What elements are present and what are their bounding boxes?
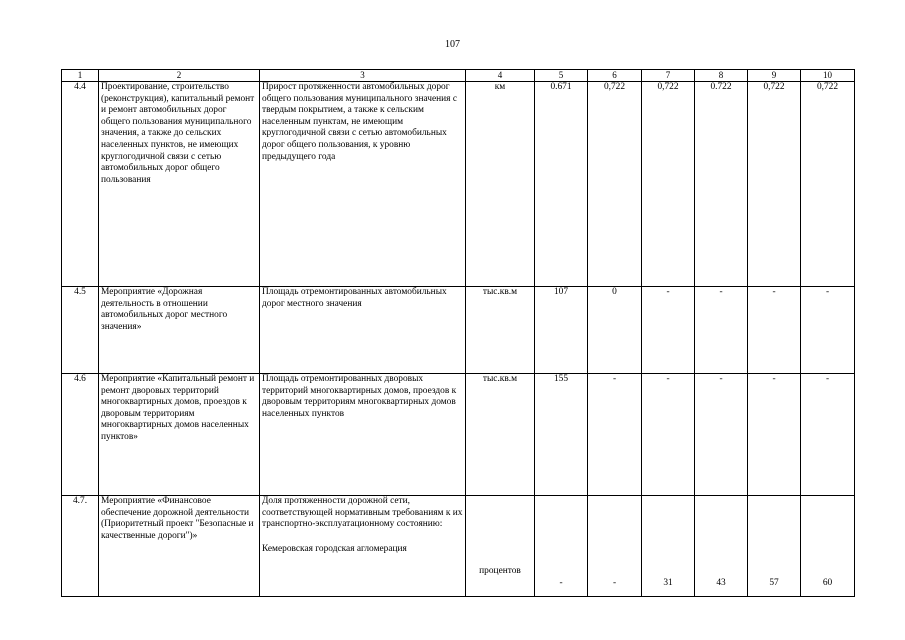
column-header: 7 — [642, 70, 695, 82]
indicator-name: Прирост протяженности автомобильных дорог общего пользования муниципального значения с твердым покрытием, а также к сельским населенным пунктам, не имеющим круглогодичной связи с сетью автомобильных дорог общего пользования, к уровню предыдущего года — [260, 82, 466, 287]
value-8: - — [695, 374, 748, 496]
unit: тыс.кв.м — [466, 374, 535, 496]
spacer — [262, 531, 463, 544]
column-header: 3 — [260, 70, 466, 82]
row-number: 4.5 — [62, 287, 99, 374]
value-9: - — [748, 374, 801, 496]
value-7: - — [642, 374, 695, 496]
value-9: 0,722 — [748, 82, 801, 287]
value-7: - — [642, 287, 695, 374]
value-7: 31 — [642, 496, 695, 597]
measure-name: Мероприятие «Дорожная деятельность в отношении автомобильных дорог местного значения» — [99, 287, 260, 374]
unit: процентов — [466, 496, 535, 597]
indicator-name: Площадь отремонтированных дворовых территорий многоквартирных домов, проездов к дворовым территориям многоквартирных домов населенных пунктов — [260, 374, 466, 496]
value-10: - — [801, 287, 855, 374]
value-6: 0,722 — [588, 82, 642, 287]
table-row — [62, 496, 855, 597]
value-6: - — [588, 496, 642, 597]
row-number: 4.6 — [62, 374, 99, 496]
value-10: - — [801, 374, 855, 496]
indicator-name: Площадь отремонтированных автомобильных дорог местного значения — [260, 287, 466, 374]
measure-name: Мероприятие «Капитальный ремонт и ремонт дворовых территорий многоквартирных домов, проездов к дворовым территориям многоквартирных домов населенных пунктов» — [99, 374, 260, 496]
measure-name: Проектирование, строительство (реконструкция), капитальный ремонт и ремонт автомобильных дорог общего пользования муниципального значения, а также до сельских населенных пунктов, не имеющих круглогодичной связи с сетью автомобильных дорог общего пользования — [99, 82, 260, 287]
value-10: 0,722 — [801, 82, 855, 287]
page-number: 107 — [445, 39, 460, 50]
value-5: 0.671 — [535, 82, 588, 287]
column-header: 1 — [62, 70, 99, 82]
value-8: - — [695, 287, 748, 374]
column-header: 6 — [588, 70, 642, 82]
row-number: 4.7. — [62, 496, 99, 597]
value-5: 155 — [535, 374, 588, 496]
unit: км — [466, 82, 535, 287]
value-9: 57 — [748, 496, 801, 597]
column-header: 10 — [801, 70, 855, 82]
column-header: 2 — [99, 70, 260, 82]
value-5: - — [535, 496, 588, 597]
row-number: 4.4 — [62, 82, 99, 287]
column-header: 4 — [466, 70, 535, 82]
value-6: 0 — [588, 287, 642, 374]
column-header: 5 — [535, 70, 588, 82]
measure-name: Мероприятие «Финансовое обеспечение дорожной деятельности (Приоритетный проект "Безопасные и качественные дороги")» — [99, 496, 260, 597]
column-header: 9 — [748, 70, 801, 82]
indicators-table — [61, 69, 855, 597]
indicator-name: Доля протяженности дорожной сети, соответствующей нормативным требованиям к их транспортно-эксплуатационному состоянию: — [262, 496, 463, 530]
column-header: 8 — [695, 70, 748, 82]
table-header-row — [62, 70, 855, 82]
table-row — [62, 287, 855, 374]
table-row — [62, 82, 855, 287]
value-5: 107 — [535, 287, 588, 374]
indicator-cell — [260, 496, 466, 597]
value-6: - — [588, 374, 642, 496]
indicator-subitem: Кемеровская городская агломерация — [262, 543, 407, 554]
value-8: 43 — [695, 496, 748, 597]
table-row — [62, 374, 855, 496]
value-10: 60 — [801, 496, 855, 597]
value-7: 0,722 — [642, 82, 695, 287]
unit: тыс.кв.м — [466, 287, 535, 374]
value-8: 0.722 — [695, 82, 748, 287]
value-9: - — [748, 287, 801, 374]
